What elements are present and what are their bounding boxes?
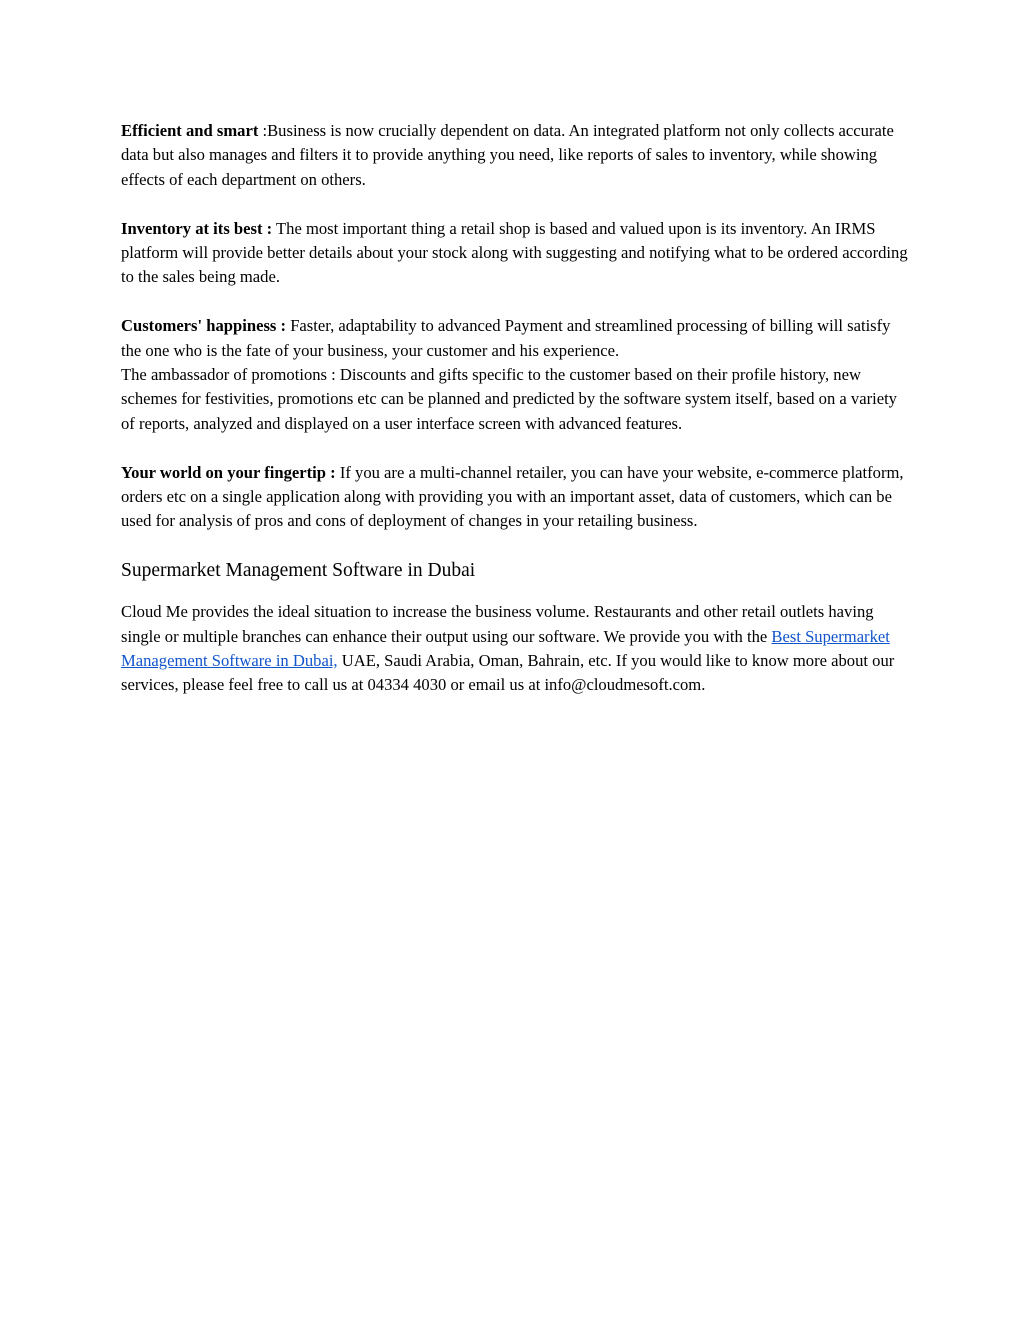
supermarket-software-link[interactable]: Best Supermarket Management Software in Dubai, bbox=[121, 626, 890, 671]
document-body bbox=[121, 119, 911, 722]
paragraph-title: Your world on your fingertip : bbox=[121, 462, 336, 482]
paragraph-customers-happiness bbox=[121, 314, 911, 363]
paragraph-world-on-fingertip bbox=[121, 461, 911, 534]
paragraph-title: Inventory at its best : bbox=[121, 218, 273, 238]
paragraph-text: :Business is now crucially dependent on data. An integrated platform not only collects accurate data but also manages and filters it to provide anything you need, like reports of sales to inventory, while showing effects of each department on others. bbox=[121, 121, 894, 189]
paragraph-title: Efficient and smart bbox=[121, 121, 259, 140]
paragraph-promotions bbox=[121, 363, 911, 436]
paragraph-closing bbox=[121, 600, 911, 698]
paragraph-text: Cloud Me provides the ideal situation to increase the business volume. Restaurants and other retail outlets having single or multiple branches can enhance their output using our software. We provide you with the bbox=[121, 602, 874, 646]
paragraph-text: The most important thing a retail shop is based and valued upon is its inventory. An IRMS platform will provide better details about your stock along with suggesting and notifying what to be ordered according to the sales being made. bbox=[121, 218, 908, 287]
paragraph-text: The ambassador of promotions : Discounts and gifts specific to the customer based on their profile history, new schemes for festivities, promotions etc can be planned and predicted by the software system itself, based on a variety of reports, analyzed and displayed on a user interface screen with advanced features. bbox=[121, 365, 897, 433]
paragraph-text: Faster, adaptability to advanced Payment and streamlined processing of billing will satisfy the one who is the fate of your business, your customer and his experience. bbox=[121, 316, 891, 360]
paragraph-efficient-and-smart bbox=[121, 119, 911, 192]
section-heading: Supermarket Management Software in Dubai bbox=[121, 560, 476, 582]
paragraph-inventory bbox=[121, 217, 911, 290]
paragraph-text: If you are a multi-channel retailer, you can have your website, e-commerce platform, orders etc on a single application along with providing you with an important asset, data of customers, which can be used for analysis of pros and cons of deployment of changes in your retailing business. bbox=[121, 462, 904, 531]
paragraph-text: UAE, Saudi Arabia, Oman, Bahrain, etc. If you would like to know more about our services, please feel free to call us at 04334 4030 or email us at info@cloudmesoft.com. bbox=[121, 651, 895, 695]
paragraph-title: Customers' happiness : bbox=[121, 316, 287, 336]
